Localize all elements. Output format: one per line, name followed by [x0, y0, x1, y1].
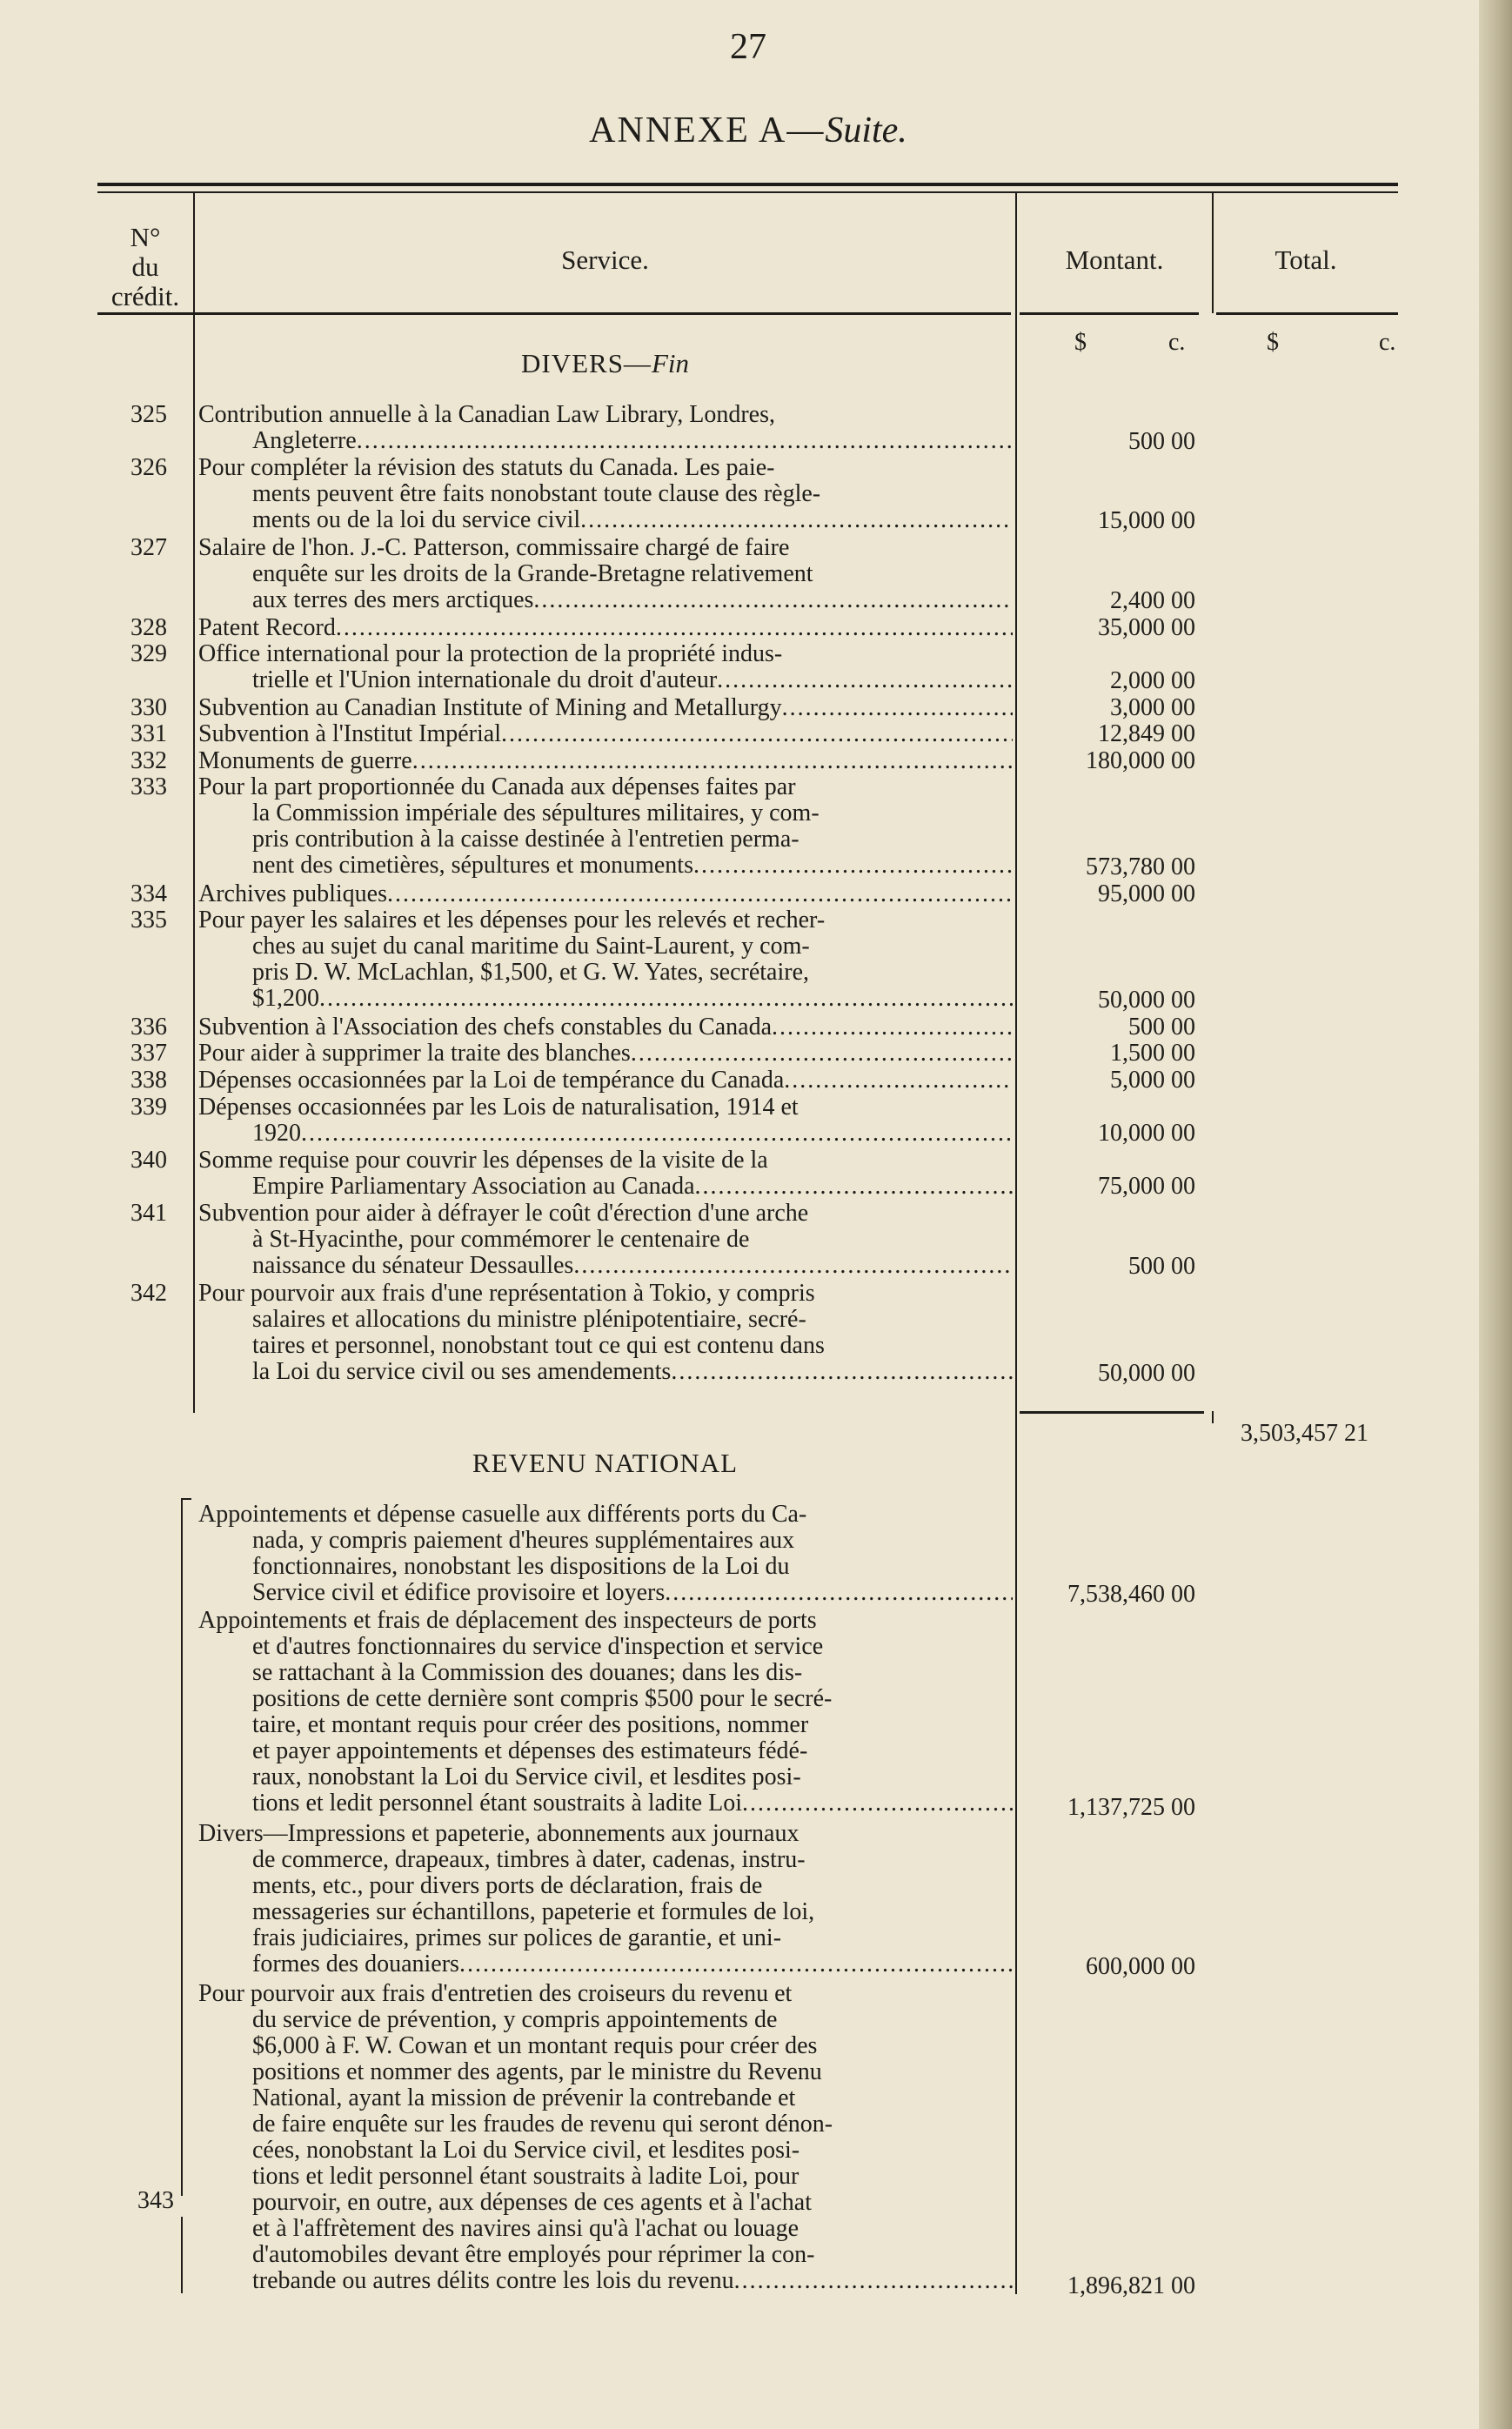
- divers-row-description: [198, 535, 1013, 613]
- divers-row-description: [198, 455, 1013, 533]
- divers-row-line: salaires et allocations du ministre plénipotentiaire, secré-: [252, 1305, 806, 1333]
- divers-row-description: [198, 1041, 1013, 1067]
- divers-row-line-text: Empire Parliamentary Association au Canada: [252, 1172, 695, 1200]
- revenu-row-line: ments, etc., pour divers ports de déclaration, frais de: [252, 1872, 763, 1900]
- divers-row-line-text: nent des cimetières, sépultures et monuments: [252, 852, 693, 880]
- divers-row-line: [198, 881, 1013, 907]
- revenu-row-line: [198, 1790, 1013, 1817]
- header-total: Total.: [1274, 244, 1337, 275]
- revenu-row-line: et payer appointements et dépenses des estimateurs fédé-: [252, 1737, 808, 1765]
- divers-row-leader-dots: [533, 587, 1013, 613]
- divers-row-line: [198, 748, 1013, 774]
- annex-title-suffix: Suite.: [825, 110, 907, 151]
- divers-row-leader-dots: [580, 507, 1013, 533]
- divers-row-line-text: aux terres des mers arctiques: [252, 586, 534, 613]
- divers-row-line: [198, 428, 1013, 454]
- divers-row-leader-dots: [717, 667, 1013, 693]
- divers-row-line: Pour la part proportionnée du Canada aux dépenses faites par: [198, 773, 796, 801]
- header-rule-total: [1216, 312, 1398, 315]
- divers-row-line-text: Archives publiques: [198, 880, 387, 907]
- divers-row-leader-dots: [693, 853, 1013, 879]
- divers-row-leader-dots: [336, 615, 1013, 641]
- revenu-row-line: Divers—Impressions et papeterie, abonnements aux journaux: [198, 1820, 799, 1848]
- divers-row-description: [198, 748, 1013, 774]
- divers-row-amount: 1,500 00: [1110, 1040, 1195, 1067]
- divers-row-line: Somme requise pour couvrir les dépenses de la visite de la: [198, 1146, 768, 1174]
- revenu-row-line: pourvoir, en outre, aux dépenses de ces agents et à l'achat: [252, 2188, 813, 2216]
- revenu-row-leader-dots: [742, 1790, 1013, 1817]
- revenu-row-line: fonctionnaires, nonobstant les dispositions de la Loi du: [252, 1553, 790, 1580]
- divers-row-description: [198, 1067, 1013, 1094]
- revenu-row-line: messageries sur échantillons, papeterie et formules de loi,: [252, 1898, 815, 1926]
- revenu-row-line: frais judiciaires, primes sur polices de garantie, et uni-: [252, 1924, 782, 1952]
- revenu-row-description: [198, 1502, 1013, 1606]
- revenu-row-line: tions et ledit personnel étant soustraits à ladite Loi, pour: [252, 2162, 799, 2190]
- divers-row-line: Pour pourvoir aux frais d'une représentation à Tokio, y compris: [198, 1279, 815, 1307]
- divers-row-amount: 50,000 00: [1098, 1359, 1195, 1387]
- divers-row-leader-dots: [784, 1067, 1013, 1094]
- revenu-row-amount: 1,137,725 00: [1067, 1793, 1195, 1821]
- section-divers-title: DIVERS—: [520, 348, 652, 378]
- divers-row-line: [198, 1174, 1013, 1200]
- divers-row-amount: 2,400 00: [1110, 587, 1195, 615]
- revenu-row-line: positions de cette dernière sont compris $500 pour le secré-: [252, 1685, 833, 1713]
- divers-row-line: [198, 1359, 1013, 1385]
- revenu-row-line: d'automobiles devant être employés pour réprimer la con-: [252, 2240, 815, 2268]
- revenu-row-leader-dots: [734, 2268, 1013, 2294]
- divers-row-leader-dots: [501, 721, 1013, 747]
- divers-row-amount: 180,000 00: [1086, 746, 1195, 774]
- revenu-credit-number: 343: [137, 2187, 174, 2214]
- divers-row-credit-number: 332: [130, 746, 167, 774]
- divers-row-description: [198, 774, 1013, 879]
- divers-row-line: [198, 853, 1013, 879]
- divers-row-credit-number: 327: [130, 534, 167, 561]
- divers-row-line-text: Angleterre: [252, 427, 357, 454]
- divers-row-credit-number: 338: [130, 1067, 167, 1094]
- revenu-brace-bottom: [181, 2217, 191, 2293]
- divers-row-line: pris D. W. McLachlan, $1,500, et G. W. Yates, secrétaire,: [252, 959, 809, 987]
- revenu-row-description: [198, 1608, 1013, 1817]
- revenu-row-line: positions et nommer des agents, par le ministre du Revenu: [252, 2058, 822, 2085]
- divers-row-credit-number: 337: [130, 1040, 167, 1067]
- divers-row-description: [198, 1281, 1013, 1385]
- header-rule-amount: [1020, 312, 1199, 315]
- divers-row-line: Pour compléter la révision des statuts du Canada. Les paie-: [198, 454, 775, 482]
- divers-row-line: [198, 986, 1013, 1012]
- divers-row-line: Contribution annuelle à la Canadian Law Library, Londres,: [198, 401, 775, 428]
- divers-row-line: [198, 1014, 1013, 1041]
- divers-row-credit-number: 329: [130, 640, 167, 668]
- divers-row-leader-dots: [695, 1174, 1013, 1200]
- revenu-row-line: taire, et montant requis pour créer des positions, nommer: [252, 1711, 809, 1739]
- col-rule-amount-lower: [1212, 1411, 1214, 1423]
- divers-row-description: [198, 907, 1013, 1012]
- divers-row-line: [198, 615, 1013, 641]
- divers-row-description: [198, 1148, 1013, 1200]
- amount-dollar-sign: $: [1074, 329, 1087, 356]
- revenu-row-line: [198, 2268, 1013, 2294]
- divers-row-amount: 2,000 00: [1110, 667, 1195, 694]
- divers-row-line-text: ments ou de la loi du service civil: [252, 506, 581, 534]
- divers-row-line-text: Patent Record: [198, 613, 336, 641]
- divers-row-line-text: naissance du sénateur Dessaulles: [252, 1252, 574, 1279]
- top-rule-thick: [97, 183, 1398, 186]
- divers-row-credit-number: 339: [130, 1093, 167, 1121]
- divers-row-line: [198, 1121, 1013, 1147]
- divers-row-leader-dots: [412, 748, 1013, 774]
- revenu-row-line: cées, nonobstant la Loi du Service civil, et lesdites posi-: [252, 2136, 800, 2164]
- divers-row-line: enquête sur les droits de la Grande-Bretagne relativement: [252, 560, 813, 587]
- total-cents-label: c.: [1379, 329, 1396, 356]
- divers-row-amount: 3,000 00: [1110, 693, 1195, 721]
- annex-title-text: ANNEXE A—: [589, 110, 826, 151]
- annex-title: [0, 110, 1496, 151]
- divers-row-line: Subvention pour aider à défrayer le coût d'érection d'une arche: [198, 1200, 809, 1227]
- revenu-row-line: du service de prévention, y compris appointements de: [252, 2005, 778, 2033]
- divers-row-leader-dots: [782, 695, 1013, 721]
- divers-row-description: [198, 1201, 1013, 1279]
- divers-row-credit-number: 336: [130, 1013, 167, 1041]
- divers-row-amount: 573,780 00: [1086, 853, 1195, 881]
- col-rule-service: [1015, 193, 1017, 2294]
- header-rule: [97, 312, 1011, 315]
- divers-row-line: [198, 587, 1013, 613]
- revenu-row-line: et à l'affrètement des navires ainsi qu'à l'achat ou louage: [252, 2214, 799, 2242]
- revenu-row-line: nada, y compris paiement d'heures supplémentaires aux: [252, 1527, 795, 1554]
- revenu-row-line: de faire enquête sur les fraudes de revenu qui seront dénon-: [252, 2110, 833, 2138]
- divers-row-line-text: Monuments de guerre: [198, 746, 412, 774]
- revenu-row-line-text: Service civil et édifice provisoire et loyers: [252, 1579, 666, 1606]
- revenu-row-description: [198, 1981, 1013, 2294]
- top-rule-thin: [97, 191, 1398, 193]
- divers-row-line-text: Subvention au Canadian Institute of Mining and Metallurgy: [198, 693, 782, 721]
- revenu-brace-top: [181, 1498, 191, 2196]
- revenu-row-line-text: trebande ou autres délits contre les lois du revenu: [252, 2266, 734, 2294]
- divers-row-leader-dots: [573, 1253, 1013, 1279]
- divers-row-line: Office international pour la protection de la propriété indus-: [198, 640, 783, 668]
- divers-row-leader-dots: [631, 1041, 1013, 1067]
- divers-total: 3,503,457 21: [1241, 1420, 1368, 1447]
- amount-cents-label: c.: [1168, 329, 1186, 356]
- divers-row-line: taires et personnel, nonobstant tout ce qui est contenu dans: [252, 1331, 825, 1359]
- revenu-row-line: et d'autres fonctionnaires du service d'inspection et service: [252, 1633, 824, 1661]
- page-number: 27: [730, 27, 766, 67]
- divers-row-credit-number: 342: [130, 1279, 167, 1307]
- revenu-row-line: de commerce, drapeaux, timbres à dater, cadenas, instru-: [252, 1846, 806, 1874]
- divers-row-leader-dots: [319, 986, 1013, 1012]
- header-credit: [97, 223, 193, 311]
- divers-row-line: [198, 695, 1013, 721]
- divers-row-line: Dépenses occasionnées par les Lois de naturalisation, 1914 et: [198, 1093, 799, 1121]
- total-dollar-sign: $: [1267, 329, 1279, 356]
- divers-row-description: [198, 402, 1013, 454]
- divers-row-credit-number: 333: [130, 773, 167, 801]
- divers-row-amount: 15,000 00: [1098, 507, 1195, 535]
- page-edge: [1479, 0, 1512, 2429]
- divers-row-line: ments peuvent être faits nonobstant toute clause des règle-: [252, 480, 821, 508]
- divers-row-amount: 35,000 00: [1098, 613, 1195, 641]
- divers-row-description: [198, 1014, 1013, 1041]
- revenu-row-line: [198, 1580, 1013, 1606]
- divers-row-description: [198, 615, 1013, 641]
- divers-row-leader-dots: [772, 1014, 1013, 1041]
- header-credit-line3: crédit.: [110, 281, 180, 311]
- divers-row-credit-number: 331: [130, 720, 167, 748]
- revenu-row-line: se rattachant à la Commission des douanes; dans les dis-: [252, 1659, 803, 1687]
- divers-row-amount: 75,000 00: [1098, 1173, 1195, 1201]
- divers-row-line: [198, 1067, 1013, 1094]
- divers-row-line: [198, 667, 1013, 693]
- divers-row-amount: 5,000 00: [1110, 1067, 1195, 1094]
- divers-row-line-text: Subvention à l'Institut Impérial: [198, 720, 501, 748]
- header-service: Service.: [561, 244, 649, 275]
- divers-row-credit-number: 340: [130, 1146, 167, 1174]
- divers-row-credit-number: 330: [130, 693, 167, 721]
- revenu-row-line: National, ayant la mission de prévenir la contrebande et: [252, 2084, 796, 2111]
- revenu-row-amount: 1,896,821 00: [1067, 2272, 1195, 2300]
- divers-row-leader-dots: [671, 1359, 1013, 1385]
- divers-row-line-text: trielle et l'Union internationale du droit d'auteur: [252, 666, 718, 694]
- divers-row-amount: 50,000 00: [1098, 987, 1195, 1014]
- revenu-row-line: raux, nonobstant la Loi du Service civil, et lesdites posi-: [252, 1763, 801, 1791]
- divers-row-line: à St-Hyacinthe, pour commémorer le centenaire de: [252, 1226, 750, 1253]
- revenu-row-line-text: tions et ledit personnel étant soustraits à ladite Loi: [252, 1790, 742, 1817]
- divers-row-line: [198, 1041, 1013, 1067]
- divers-row-amount: 500 00: [1128, 427, 1195, 455]
- revenu-row-line-text: formes des douaniers: [252, 1951, 459, 1978]
- divers-row-line: [198, 507, 1013, 533]
- divers-row-description: [198, 881, 1013, 907]
- divers-row-amount: 500 00: [1128, 1013, 1195, 1041]
- divers-row-description: [198, 641, 1013, 693]
- divers-row-credit-number: 334: [130, 880, 167, 907]
- revenu-row-description: [198, 1821, 1013, 1977]
- revenu-row-leader-dots: [459, 1951, 1013, 1977]
- divers-row-amount: 95,000 00: [1098, 880, 1195, 907]
- divers-row-credit-number: 326: [130, 454, 167, 482]
- divers-row-leader-dots: [301, 1121, 1013, 1147]
- section-divers-heading: [195, 348, 1015, 379]
- divers-row-description: [198, 1094, 1013, 1147]
- section-divers-suffix: Fin: [651, 348, 689, 378]
- divers-row-amount: 500 00: [1128, 1253, 1195, 1281]
- divers-row-amount: 12,849 00: [1098, 720, 1195, 748]
- revenu-row-line: $6,000 à F. W. Cowan et un montant requis pour créer des: [252, 2031, 818, 2059]
- divers-row-line: Pour payer les salaires et les dépenses pour les relevés et recher-: [198, 907, 826, 934]
- divers-row-line: ches au sujet du canal maritime du Saint-Laurent, y com-: [252, 933, 810, 960]
- divers-row-credit-number: 328: [130, 613, 167, 641]
- divers-row-credit-number: 335: [130, 907, 167, 934]
- divers-row-credit-number: 341: [130, 1200, 167, 1227]
- divers-row-amount: 10,000 00: [1098, 1120, 1195, 1148]
- divers-row-line-text: Subvention à l'Association des chefs constables du Canada: [198, 1013, 773, 1041]
- divers-row-description: [198, 721, 1013, 747]
- divers-row-line: pris contribution à la caisse destinée à l'entretien perma-: [252, 826, 799, 853]
- divers-row-line-text: 1920: [252, 1119, 301, 1147]
- divers-row-credit-number: 325: [130, 401, 167, 428]
- divers-row-leader-dots: [357, 428, 1013, 454]
- section-revenu-heading: REVENU NATIONAL: [472, 1448, 739, 1478]
- revenu-row-line: Pour pourvoir aux frais d'entretien des croiseurs du revenu et: [198, 1979, 793, 2007]
- divers-row-line: [198, 721, 1013, 747]
- revenu-row-leader-dots: [665, 1580, 1013, 1606]
- divers-row-line: [198, 1253, 1013, 1279]
- revenu-row-line: [198, 1951, 1013, 1977]
- divers-row-line-text: la Loi du service civil ou ses amendements: [252, 1357, 672, 1385]
- revenu-row-line: Appointements et frais de déplacement des inspecteurs de ports: [198, 1607, 817, 1635]
- divers-row-leader-dots: [387, 881, 1013, 907]
- divers-row-line: Salaire de l'hon. J.-C. Patterson, commissaire chargé de faire: [198, 534, 790, 561]
- header-credit-line1: N°: [130, 222, 161, 252]
- divers-subtotal-rule: [1020, 1411, 1204, 1414]
- divers-row-line: la Commission impériale des sépultures militaires, y com-: [252, 800, 820, 827]
- revenu-row-line: Appointements et dépense casuelle aux différents ports du Ca-: [198, 1501, 807, 1528]
- header-credit-line2: du: [131, 251, 159, 282]
- divers-row-line-text: Pour aider à supprimer la traite des blanches: [198, 1040, 631, 1067]
- divers-row-line-text: Dépenses occasionnées par la Loi de tempérance du Canada: [198, 1067, 785, 1094]
- divers-row-description: [198, 695, 1013, 721]
- divers-row-line-text: $1,200: [252, 985, 319, 1013]
- revenu-row-amount: 7,538,460 00: [1067, 1580, 1195, 1608]
- header-amount: Montant.: [1065, 244, 1164, 275]
- revenu-row-amount: 600,000 00: [1086, 1953, 1195, 1981]
